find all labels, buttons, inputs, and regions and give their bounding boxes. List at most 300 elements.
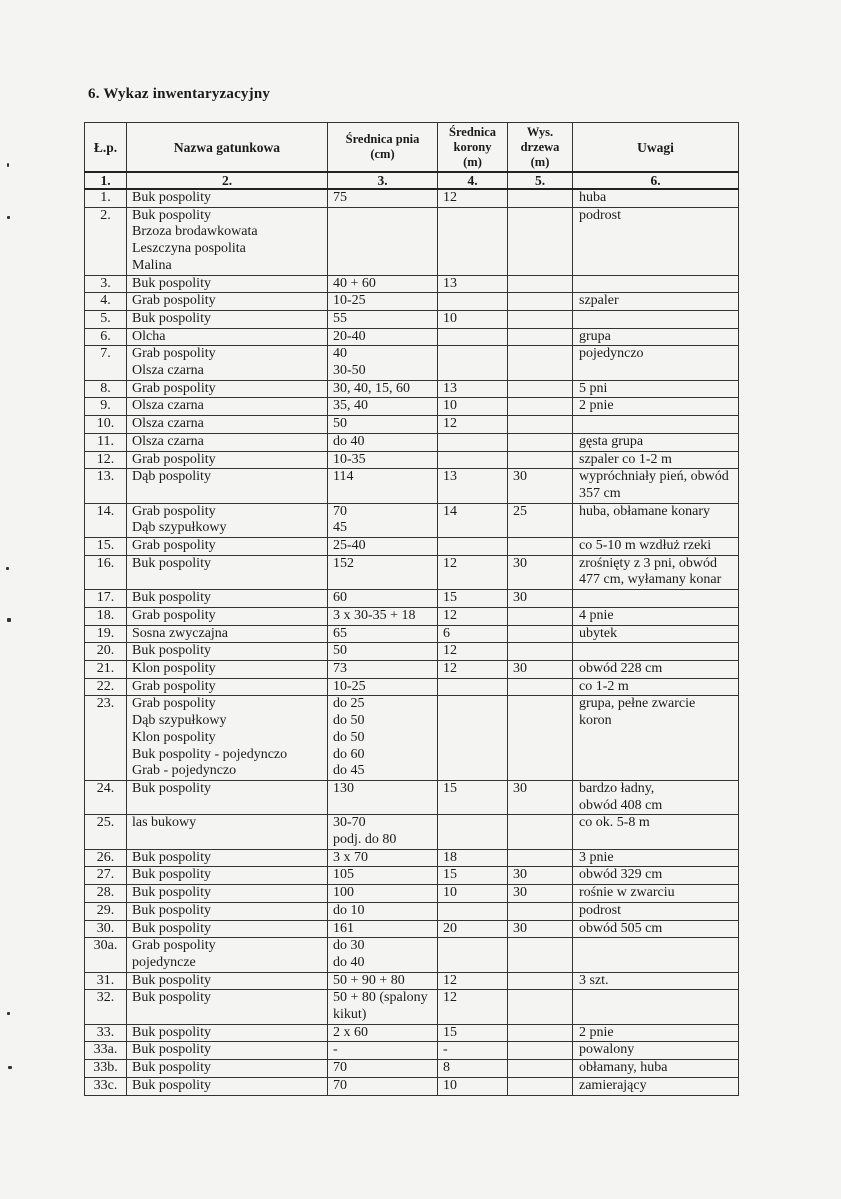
cell-trunk-diameter [328, 990, 438, 1024]
cell-crown-diameter-line: 14 [443, 503, 457, 519]
cell-species [127, 660, 328, 678]
cell-crown-diameter-line: 20 [443, 920, 457, 936]
cell-lp: 33c. [85, 1077, 127, 1095]
header-trunk-diameter-line: (cm) [370, 147, 395, 161]
table-row [85, 1024, 739, 1042]
cell-lp: 10. [85, 416, 127, 434]
cell-lp: 15. [85, 538, 127, 556]
cell-trunk-diameter [328, 503, 438, 537]
cell-trunk-diameter-line: 65 [333, 625, 347, 641]
cell-notes [573, 503, 739, 537]
cell-trunk-diameter [328, 625, 438, 643]
cell-crown-diameter [438, 867, 508, 885]
cell-notes-line: obwód 329 cm [579, 867, 663, 883]
cell-tree-height [508, 867, 573, 885]
table-row [85, 275, 739, 293]
cell-lp: 6. [85, 328, 127, 346]
cell-species-line: Brzoza brodawkowata [132, 224, 258, 240]
cell-trunk-diameter [328, 972, 438, 990]
cell-crown-diameter-line: 15 [443, 780, 457, 796]
cell-crown-diameter [438, 328, 508, 346]
cell-crown-diameter-line: 15 [443, 590, 457, 606]
table-row [85, 538, 739, 556]
cell-notes-line: 2 pnie [579, 398, 614, 414]
cell-lp: 28. [85, 885, 127, 903]
inventory-table [84, 122, 739, 1096]
table-row [85, 678, 739, 696]
table-row [85, 696, 739, 781]
header-lp [85, 123, 127, 173]
cell-species [127, 902, 328, 920]
cell-trunk-diameter [328, 938, 438, 972]
table-row [85, 451, 739, 469]
scan-speck [7, 216, 10, 219]
cell-species-line: Buk pospolity [132, 190, 211, 205]
cell-trunk-diameter-line: 70 [333, 503, 347, 519]
cell-crown-diameter [438, 643, 508, 661]
cell-species [127, 867, 328, 885]
cell-species [127, 643, 328, 661]
cell-trunk-diameter-line: do 50 [333, 713, 365, 729]
cell-lp: 31. [85, 972, 127, 990]
cell-species-line: Grab - pojedynczo [132, 763, 237, 779]
cell-trunk-diameter [328, 416, 438, 434]
cell-tree-height [508, 207, 573, 275]
cell-crown-diameter [438, 538, 508, 556]
cell-crown-diameter [438, 678, 508, 696]
cell-crown-diameter [438, 920, 508, 938]
header-tree-height [508, 123, 573, 173]
cell-species [127, 380, 328, 398]
cell-notes-line: grupa [579, 328, 611, 344]
cell-tree-height [508, 451, 573, 469]
cell-species-line: Buk pospolity [132, 920, 211, 936]
cell-notes-line: wypróchniały pień, obwód [579, 469, 729, 485]
cell-trunk-diameter-line: 60 [333, 590, 347, 606]
cell-species-line: Buk pospolity [132, 990, 211, 1006]
cell-tree-height [508, 1060, 573, 1078]
scan-speck [7, 1012, 10, 1015]
cell-notes [573, 678, 739, 696]
cell-notes [573, 1042, 739, 1060]
cell-lp: 29. [85, 902, 127, 920]
cell-species [127, 972, 328, 990]
column-number: 6. [573, 172, 739, 189]
table-row [85, 867, 739, 885]
cell-species-line: Buk pospolity [132, 972, 211, 988]
cell-notes [573, 902, 739, 920]
cell-species-line: Sosna zwyczajna [132, 625, 229, 641]
cell-species-line: Leszczyna pospolita [132, 241, 246, 257]
cell-species-line: Buk pospolity [132, 590, 211, 606]
cell-crown-diameter-line: 12 [443, 555, 457, 571]
cell-tree-height [508, 189, 573, 207]
table-row [85, 972, 739, 990]
cell-trunk-diameter-line: 50 + 90 + 80 [333, 972, 405, 988]
cell-trunk-diameter-line: 75 [333, 190, 347, 205]
table-row [85, 503, 739, 537]
table-row [85, 643, 739, 661]
cell-crown-diameter-line: 15 [443, 1024, 457, 1040]
cell-crown-diameter-line: 10 [443, 885, 457, 901]
cell-trunk-diameter-line: 100 [333, 885, 354, 901]
cell-tree-height [508, 293, 573, 311]
cell-trunk-diameter [328, 643, 438, 661]
cell-tree-height [508, 416, 573, 434]
cell-tree-height [508, 990, 573, 1024]
header-tree-height-line: (m) [530, 154, 550, 169]
cell-species-line: Olsza czarna [132, 363, 204, 379]
table-row [85, 555, 739, 589]
cell-trunk-diameter-line: - [333, 1042, 338, 1058]
scan-speck [7, 163, 9, 167]
cell-notes-line: podrost [579, 207, 621, 223]
cell-crown-diameter [438, 310, 508, 328]
cell-crown-diameter-line: 12 [443, 972, 457, 988]
cell-species-line: Buk pospolity [132, 1060, 211, 1076]
header-tree-height-line: drzewa [520, 139, 560, 154]
scan-speck [7, 618, 11, 622]
cell-trunk-diameter [328, 660, 438, 678]
cell-species [127, 1024, 328, 1042]
cell-trunk-diameter-line: kikut) [333, 1007, 367, 1023]
cell-species [127, 1077, 328, 1095]
cell-notes-line: 4 pnie [579, 607, 614, 623]
column-number: 4. [438, 172, 508, 189]
cell-crown-diameter [438, 990, 508, 1024]
cell-species [127, 1060, 328, 1078]
cell-tree-height [508, 902, 573, 920]
cell-notes-line: obwód 228 cm [579, 660, 663, 676]
cell-trunk-diameter-line: 105 [333, 867, 354, 883]
cell-tree-height [508, 590, 573, 608]
cell-lp: 33. [85, 1024, 127, 1042]
cell-notes [573, 696, 739, 781]
cell-crown-diameter [438, 972, 508, 990]
cell-tree-height [508, 607, 573, 625]
cell-species [127, 885, 328, 903]
cell-lp: 21. [85, 660, 127, 678]
cell-crown-diameter-line: 12 [443, 660, 457, 676]
cell-trunk-diameter-line: 50 + 80 (spalony [333, 990, 428, 1006]
cell-lp: 33b. [85, 1060, 127, 1078]
cell-species-line: Olsza czarna [132, 433, 204, 449]
table-row [85, 346, 739, 380]
cell-tree-height-line: 30 [513, 885, 527, 901]
cell-trunk-diameter [328, 590, 438, 608]
table-row [85, 1077, 739, 1095]
cell-notes [573, 538, 739, 556]
cell-species-line: Grab pospolity [132, 938, 216, 954]
cell-trunk-diameter [328, 1024, 438, 1042]
cell-trunk-diameter-line: 35, 40 [333, 398, 368, 414]
cell-species [127, 451, 328, 469]
cell-crown-diameter-line: 6 [443, 625, 450, 641]
cell-trunk-diameter [328, 696, 438, 781]
cell-lp: 1. [85, 189, 127, 207]
cell-tree-height-line: 30 [513, 867, 527, 883]
cell-species [127, 275, 328, 293]
cell-lp: 30. [85, 920, 127, 938]
cell-trunk-diameter [328, 328, 438, 346]
cell-lp: 17. [85, 590, 127, 608]
cell-crown-diameter-line: - [443, 1042, 448, 1058]
header-trunk-diameter [328, 123, 438, 173]
cell-crown-diameter [438, 1077, 508, 1095]
cell-tree-height [508, 885, 573, 903]
cell-species [127, 310, 328, 328]
cell-trunk-diameter-line: 55 [333, 310, 347, 326]
header-crown-diameter-line: (m) [463, 154, 482, 169]
cell-species-line: Malina [132, 257, 172, 273]
cell-trunk-diameter [328, 849, 438, 867]
cell-lp: 24. [85, 780, 127, 814]
cell-crown-diameter [438, 902, 508, 920]
cell-trunk-diameter [328, 555, 438, 589]
cell-crown-diameter [438, 938, 508, 972]
header-notes [573, 123, 739, 173]
cell-trunk-diameter-line: 50 [333, 643, 347, 659]
cell-notes-line: zrośnięty z 3 pni, obwód [579, 555, 718, 571]
cell-trunk-diameter-line: 10-25 [333, 293, 366, 309]
cell-trunk-diameter [328, 607, 438, 625]
cell-notes [573, 275, 739, 293]
cell-lp: 2. [85, 207, 127, 275]
header-row [85, 123, 739, 173]
cell-notes [573, 643, 739, 661]
cell-lp: 22. [85, 678, 127, 696]
header-crown-diameter-line: Średnica [449, 124, 496, 139]
cell-notes [573, 1077, 739, 1095]
cell-trunk-diameter [328, 1060, 438, 1078]
cell-species-line: Grab pospolity [132, 503, 216, 519]
cell-species-line: Buk pospolity [132, 1042, 211, 1058]
cell-lp: 33a. [85, 1042, 127, 1060]
cell-crown-diameter [438, 503, 508, 537]
cell-tree-height-line: 30 [513, 920, 527, 936]
cell-notes [573, 590, 739, 608]
cell-trunk-diameter [328, 538, 438, 556]
cell-lp: 20. [85, 643, 127, 661]
table-row [85, 920, 739, 938]
header-tree-height-line: Wys. [526, 124, 554, 139]
cell-crown-diameter [438, 849, 508, 867]
cell-species [127, 625, 328, 643]
cell-species-line: Grab pospolity [132, 696, 216, 712]
cell-notes [573, 780, 739, 814]
cell-crown-diameter [438, 885, 508, 903]
cell-lp: 12. [85, 451, 127, 469]
cell-trunk-diameter [328, 1077, 438, 1095]
cell-tree-height-line: 30 [513, 469, 527, 485]
cell-trunk-diameter [328, 380, 438, 398]
cell-trunk-diameter [328, 398, 438, 416]
cell-trunk-diameter-line: 70 [333, 1077, 347, 1093]
cell-trunk-diameter [328, 867, 438, 885]
cell-trunk-diameter [328, 433, 438, 451]
cell-tree-height [508, 380, 573, 398]
cell-lp: 18. [85, 607, 127, 625]
cell-species-line: Buk pospolity [132, 555, 211, 571]
cell-crown-diameter [438, 625, 508, 643]
cell-notes [573, 398, 739, 416]
cell-tree-height [508, 938, 573, 972]
cell-tree-height [508, 310, 573, 328]
cell-notes [573, 920, 739, 938]
cell-trunk-diameter-line: 161 [333, 920, 354, 936]
cell-notes [573, 293, 739, 311]
cell-trunk-diameter-line: 70 [333, 1060, 347, 1076]
cell-notes-line: rośnie w zwarciu [579, 885, 675, 901]
cell-species-line: Grab pospolity [132, 678, 216, 694]
cell-species-line: Grab pospolity [132, 538, 216, 554]
cell-trunk-diameter-line: do 50 [333, 729, 365, 745]
cell-notes [573, 310, 739, 328]
cell-notes [573, 451, 739, 469]
cell-notes [573, 328, 739, 346]
cell-notes [573, 1024, 739, 1042]
cell-lp: 7. [85, 346, 127, 380]
scan-speck [8, 1066, 12, 1069]
cell-trunk-diameter [328, 902, 438, 920]
cell-notes [573, 972, 739, 990]
cell-species [127, 293, 328, 311]
cell-lp: 19. [85, 625, 127, 643]
table-row [85, 310, 739, 328]
cell-tree-height-line: 30 [513, 660, 527, 676]
cell-trunk-diameter-line: 30, 40, 15, 60 [333, 380, 410, 396]
cell-crown-diameter [438, 380, 508, 398]
cell-notes [573, 625, 739, 643]
cell-trunk-diameter-line: 10-35 [333, 451, 366, 467]
cell-trunk-diameter [328, 275, 438, 293]
cell-notes [573, 433, 739, 451]
table-row [85, 1060, 739, 1078]
cell-species-line: Buk pospolity [132, 867, 211, 883]
cell-tree-height [508, 433, 573, 451]
table-row [85, 189, 739, 207]
cell-tree-height [508, 398, 573, 416]
cell-trunk-diameter-line: 130 [333, 780, 354, 796]
cell-crown-diameter-line: 8 [443, 1060, 450, 1076]
cell-trunk-diameter-line: podj. do 80 [333, 832, 397, 848]
cell-tree-height [508, 643, 573, 661]
cell-trunk-diameter-line: 114 [333, 469, 354, 485]
cell-tree-height [508, 469, 573, 503]
cell-tree-height [508, 346, 573, 380]
cell-species [127, 938, 328, 972]
cell-species-line: Buk pospolity [132, 849, 211, 865]
cell-tree-height [508, 555, 573, 589]
cell-notes-line: huba [579, 190, 607, 205]
cell-crown-diameter-line: 12 [443, 190, 457, 205]
cell-notes [573, 867, 739, 885]
cell-crown-diameter [438, 189, 508, 207]
cell-crown-diameter-line: 12 [443, 607, 457, 623]
cell-trunk-diameter [328, 346, 438, 380]
cell-notes-line: powalony [579, 1042, 635, 1058]
cell-crown-diameter-line: 10 [443, 398, 457, 414]
header-notes-line: Uwagi [637, 139, 674, 155]
cell-notes [573, 380, 739, 398]
table-row [85, 990, 739, 1024]
cell-lp: 8. [85, 380, 127, 398]
table-row [85, 1042, 739, 1060]
cell-notes-line: 357 cm [579, 485, 621, 501]
cell-tree-height [508, 625, 573, 643]
cell-notes-line: 477 cm, wyłamany konar [579, 572, 722, 588]
cell-species-line: Grab pospolity [132, 346, 216, 362]
cell-crown-diameter [438, 815, 508, 849]
cell-notes-line: obwód 408 cm [579, 797, 663, 813]
cell-tree-height-line: 30 [513, 555, 527, 571]
cell-tree-height [508, 1024, 573, 1042]
cell-trunk-diameter-line: 2 x 60 [333, 1024, 368, 1040]
cell-crown-diameter [438, 293, 508, 311]
cell-notes [573, 990, 739, 1024]
cell-trunk-diameter [328, 310, 438, 328]
cell-crown-diameter-line: 12 [443, 416, 457, 432]
cell-crown-diameter [438, 275, 508, 293]
cell-tree-height [508, 920, 573, 938]
cell-tree-height [508, 972, 573, 990]
cell-lp: 30a. [85, 938, 127, 972]
cell-species [127, 780, 328, 814]
cell-notes-line: huba, obłamane konary [579, 503, 711, 519]
table-body [85, 189, 739, 1095]
cell-species [127, 433, 328, 451]
cell-tree-height [508, 815, 573, 849]
cell-crown-diameter [438, 1024, 508, 1042]
cell-crown-diameter [438, 1060, 508, 1078]
cell-trunk-diameter-line: 50 [333, 416, 347, 432]
cell-trunk-diameter-line: 40 + 60 [333, 275, 376, 291]
cell-tree-height [508, 328, 573, 346]
cell-species-line: pojedyncze [132, 954, 196, 970]
cell-tree-height [508, 849, 573, 867]
cell-trunk-diameter [328, 451, 438, 469]
column-number-row [85, 172, 739, 189]
cell-notes-line: co 5-10 m wzdłuż rzeki [579, 538, 712, 554]
cell-crown-diameter-line: 10 [443, 1077, 457, 1093]
cell-lp: 16. [85, 555, 127, 589]
table-row [85, 938, 739, 972]
cell-notes [573, 555, 739, 589]
cell-trunk-diameter [328, 469, 438, 503]
cell-trunk-diameter-line: 10-25 [333, 678, 366, 694]
cell-crown-diameter [438, 416, 508, 434]
cell-notes-line: szpaler [579, 293, 619, 309]
cell-crown-diameter [438, 451, 508, 469]
cell-lp: 13. [85, 469, 127, 503]
cell-crown-diameter [438, 590, 508, 608]
cell-notes-line: co 1-2 m [579, 678, 629, 694]
cell-lp: 32. [85, 990, 127, 1024]
cell-notes-line: 2 pnie [579, 1024, 614, 1040]
cell-notes [573, 207, 739, 275]
cell-trunk-diameter-line: 3 x 30-35 + 18 [333, 607, 416, 623]
cell-tree-height [508, 503, 573, 537]
table-row [85, 293, 739, 311]
cell-lp: 14. [85, 503, 127, 537]
table-row [85, 607, 739, 625]
cell-species [127, 416, 328, 434]
table-row [85, 815, 739, 849]
cell-trunk-diameter-line: 73 [333, 660, 347, 676]
cell-species [127, 849, 328, 867]
cell-tree-height [508, 696, 573, 781]
cell-crown-diameter-line: 10 [443, 310, 457, 326]
